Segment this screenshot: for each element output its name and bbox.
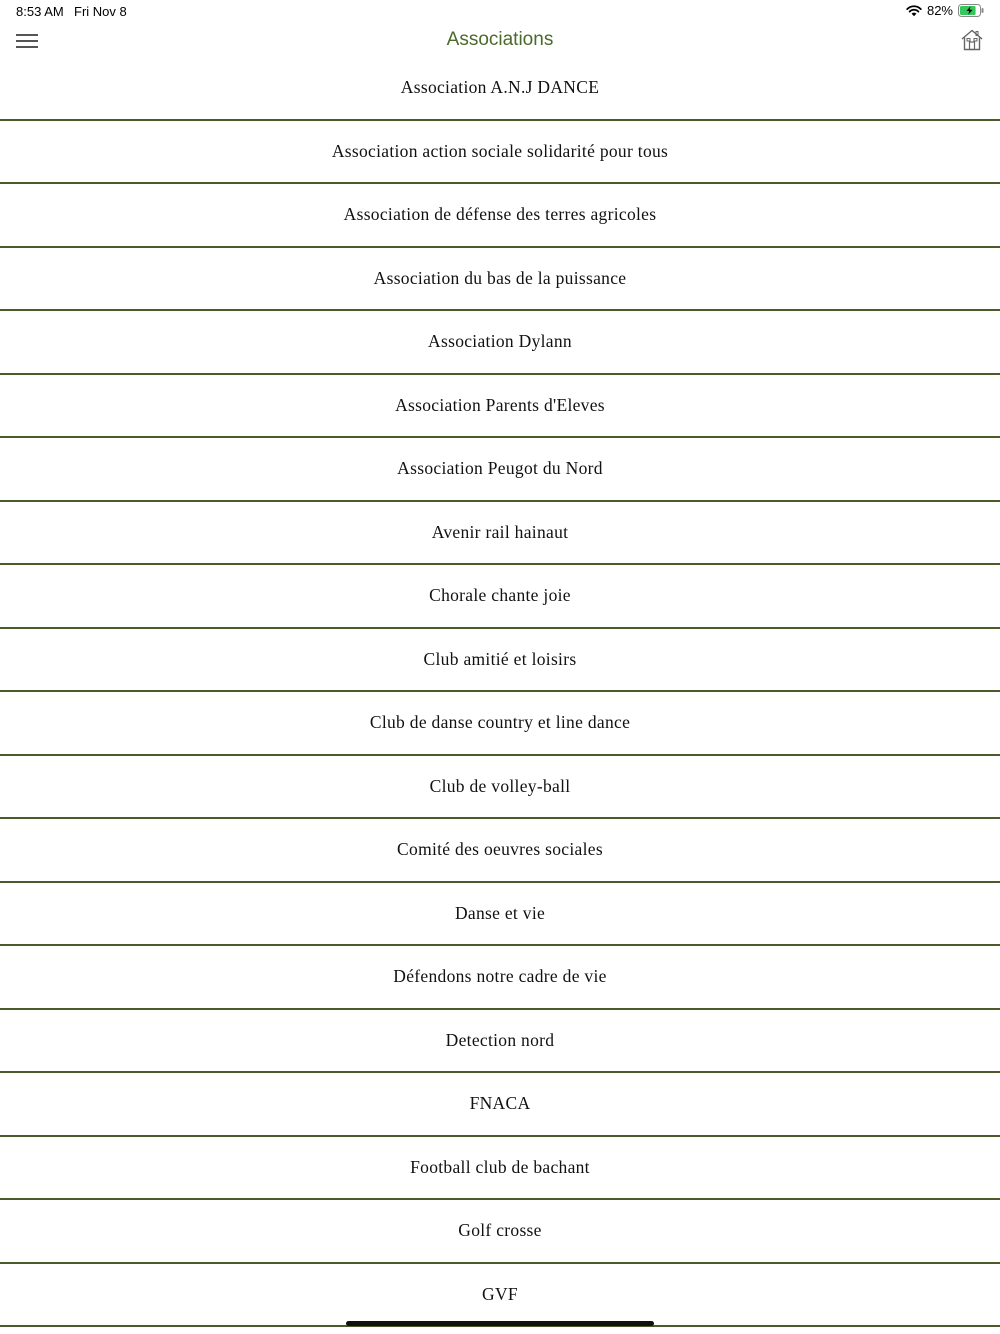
list-item[interactable]: Club de danse country et line dance <box>0 692 1000 756</box>
navigation-bar <box>0 24 1000 58</box>
list-item[interactable]: Golf crosse <box>0 1200 1000 1264</box>
list-item[interactable]: Detection nord <box>0 1010 1000 1074</box>
battery-charging-icon <box>958 4 984 17</box>
list-item[interactable]: Défendons notre cadre de vie <box>0 946 1000 1010</box>
status-bar <box>0 0 1000 24</box>
list-item[interactable]: Avenir rail hainaut <box>0 502 1000 566</box>
list-item[interactable]: Association A.N.J DANCE <box>0 57 1000 121</box>
wifi-icon <box>906 5 922 17</box>
list-item[interactable]: Association Parents d'Eleves <box>0 375 1000 439</box>
list-item[interactable]: Danse et vie <box>0 883 1000 947</box>
list-item[interactable]: Club de volley-ball <box>0 756 1000 820</box>
list-item[interactable]: Association Peugot du Nord <box>0 438 1000 502</box>
status-indicators <box>906 3 984 18</box>
page-title: Associations <box>446 29 554 50</box>
status-time: 8:53 AM <box>16 4 64 19</box>
list-item[interactable]: Association action sociale solidarité pour tous <box>0 121 1000 185</box>
list-item[interactable]: Association Dylann <box>0 311 1000 375</box>
list-item[interactable]: Football club de bachant <box>0 1137 1000 1201</box>
associations-list <box>0 57 1000 1327</box>
list-item[interactable]: Chorale chante joie <box>0 565 1000 629</box>
status-date: Fri Nov 8 <box>74 4 127 19</box>
list-item[interactable]: Association du bas de la puissance <box>0 248 1000 312</box>
list-item[interactable]: FNACA <box>0 1073 1000 1137</box>
home-icon <box>960 28 984 52</box>
list-item[interactable]: Association de défense des terres agricoles <box>0 184 1000 248</box>
home-button[interactable] <box>960 28 984 52</box>
list-item[interactable]: GVF <box>0 1264 1000 1328</box>
list-item[interactable]: Club amitié et loisirs <box>0 629 1000 693</box>
list-item[interactable]: Comité des oeuvres sociales <box>0 819 1000 883</box>
battery-percent: 82% <box>926 3 953 18</box>
home-indicator[interactable] <box>346 1321 654 1326</box>
